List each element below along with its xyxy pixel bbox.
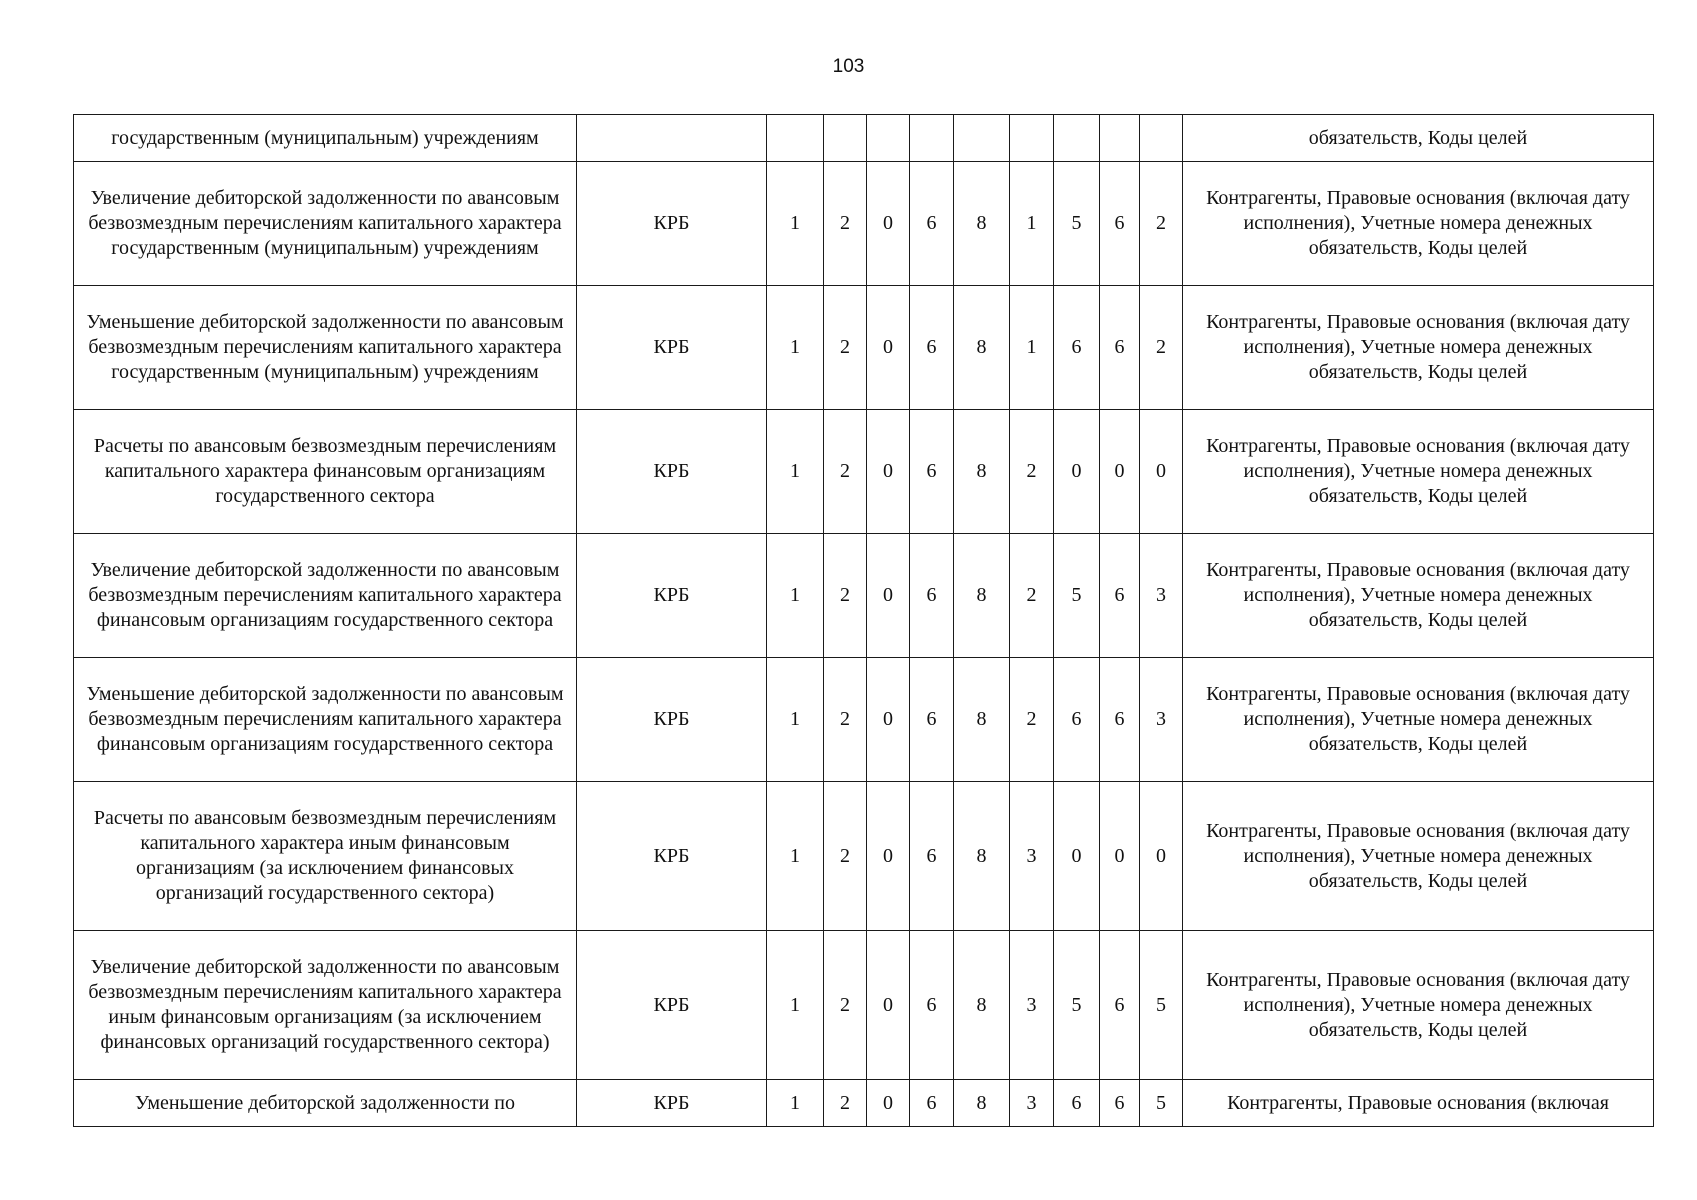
code-digit-cell: 2 bbox=[824, 931, 867, 1080]
code-digit-cell: 3 bbox=[1010, 931, 1054, 1080]
code-digit-cell: 2 bbox=[1010, 658, 1054, 782]
code-digit-cell: 6 bbox=[910, 534, 954, 658]
analytics-cell: Контрагенты, Правовые основания (включая дату исполнения), Учетные номера денежных обязательств, Коды целей bbox=[1183, 286, 1654, 410]
code-digit-cell: 6 bbox=[1100, 534, 1140, 658]
analytics-cell: Контрагенты, Правовые основания (включая дату исполнения), Учетные номера денежных обязательств, Коды целей bbox=[1183, 534, 1654, 658]
code-digit-cell: 0 bbox=[867, 931, 910, 1080]
code-digit-cell: 1 bbox=[767, 658, 824, 782]
code-digit-cell: 6 bbox=[1100, 658, 1140, 782]
code-digit-cell: 6 bbox=[1054, 286, 1100, 410]
code-digit-cell: 2 bbox=[824, 782, 867, 931]
account-name-cell: Уменьшение дебиторской задолженности по авансовым безвозмездным перечислениям капитального характера финансовым организациям государственного сектора bbox=[74, 658, 577, 782]
code-digit-cell: 3 bbox=[1010, 782, 1054, 931]
code-digit-cell: 5 bbox=[1054, 534, 1100, 658]
code-digit-cell bbox=[1054, 115, 1100, 162]
code-digit-cell: 8 bbox=[954, 162, 1010, 286]
code-digit-cell: 6 bbox=[910, 658, 954, 782]
code-digit-cell bbox=[1010, 115, 1054, 162]
code-digit-cell: 8 bbox=[954, 1080, 1010, 1127]
code-digit-cell: 0 bbox=[1140, 410, 1183, 534]
code-digit-cell: 1 bbox=[767, 931, 824, 1080]
code-digit-cell: 1 bbox=[1010, 162, 1054, 286]
table-row bbox=[74, 286, 1654, 410]
code-digit-cell: 3 bbox=[1140, 534, 1183, 658]
account-name-cell: Уменьшение дебиторской задолженности по bbox=[74, 1080, 577, 1127]
account-name-cell: Увеличение дебиторской задолженности по авансовым безвозмездным перечислениям капитального характера государственным (муниципальным) учреждениям bbox=[74, 162, 577, 286]
code-digit-cell: 0 bbox=[867, 534, 910, 658]
code-digit-cell: 2 bbox=[824, 1080, 867, 1127]
analytics-cell: обязательств, Коды целей bbox=[1183, 115, 1654, 162]
table-row bbox=[74, 782, 1654, 931]
code-digit-cell: 1 bbox=[767, 410, 824, 534]
code-digit-cell: 2 bbox=[1140, 162, 1183, 286]
code-digit-cell: 0 bbox=[867, 410, 910, 534]
code-digit-cell: 6 bbox=[910, 162, 954, 286]
code-digit-cell: 0 bbox=[1140, 782, 1183, 931]
budget-type-cell: КРБ bbox=[577, 782, 767, 931]
code-digit-cell: 0 bbox=[867, 1080, 910, 1127]
code-digit-cell: 0 bbox=[1100, 410, 1140, 534]
account-name-cell: Уменьшение дебиторской задолженности по авансовым безвозмездным перечислениям капитального характера государственным (муниципальным) учреждениям bbox=[74, 286, 577, 410]
code-digit-cell: 6 bbox=[1054, 1080, 1100, 1127]
account-name-cell: Увеличение дебиторской задолженности по авансовым безвозмездным перечислениям капитального характера финансовым организациям государственного сектора bbox=[74, 534, 577, 658]
code-digit-cell: 1 bbox=[767, 534, 824, 658]
code-digit-cell: 6 bbox=[1100, 931, 1140, 1080]
budget-type-cell: КРБ bbox=[577, 931, 767, 1080]
page-number: 103 bbox=[832, 56, 865, 77]
code-digit-cell: 5 bbox=[1140, 1080, 1183, 1127]
code-digit-cell: 0 bbox=[867, 658, 910, 782]
account-name-cell: государственным (муниципальным) учреждениям bbox=[74, 115, 577, 162]
code-digit-cell: 5 bbox=[1054, 931, 1100, 1080]
budget-type-cell: КРБ bbox=[577, 534, 767, 658]
code-digit-cell: 6 bbox=[910, 931, 954, 1080]
analytics-cell: Контрагенты, Правовые основания (включая дату исполнения), Учетные номера денежных обязательств, Коды целей bbox=[1183, 782, 1654, 931]
code-digit-cell bbox=[954, 115, 1010, 162]
accounts-table bbox=[73, 114, 1654, 1127]
code-digit-cell bbox=[1100, 115, 1140, 162]
budget-type-cell: КРБ bbox=[577, 658, 767, 782]
code-digit-cell: 2 bbox=[824, 162, 867, 286]
code-digit-cell: 6 bbox=[1054, 658, 1100, 782]
table-row bbox=[74, 115, 1654, 162]
budget-type-cell: КРБ bbox=[577, 410, 767, 534]
code-digit-cell: 2 bbox=[824, 410, 867, 534]
code-digit-cell: 0 bbox=[1054, 782, 1100, 931]
analytics-cell: Контрагенты, Правовые основания (включая дату исполнения), Учетные номера денежных обязательств, Коды целей bbox=[1183, 931, 1654, 1080]
code-digit-cell: 0 bbox=[867, 286, 910, 410]
budget-type-cell: КРБ bbox=[577, 1080, 767, 1127]
code-digit-cell: 1 bbox=[767, 782, 824, 931]
table-row bbox=[74, 410, 1654, 534]
code-digit-cell bbox=[1140, 115, 1183, 162]
code-digit-cell: 6 bbox=[910, 1080, 954, 1127]
code-digit-cell: 0 bbox=[867, 782, 910, 931]
account-name-cell: Расчеты по авансовым безвозмездным перечислениям капитального характера иным финансовым организациям (за исключением финансовых организаций государственного сектора) bbox=[74, 782, 577, 931]
code-digit-cell: 2 bbox=[1010, 410, 1054, 534]
code-digit-cell bbox=[910, 115, 954, 162]
analytics-cell: Контрагенты, Правовые основания (включая дату исполнения), Учетные номера денежных обязательств, Коды целей bbox=[1183, 410, 1654, 534]
code-digit-cell: 0 bbox=[1100, 782, 1140, 931]
table-row bbox=[74, 1080, 1654, 1127]
table-row bbox=[74, 931, 1654, 1080]
code-digit-cell bbox=[767, 115, 824, 162]
code-digit-cell: 6 bbox=[910, 782, 954, 931]
account-name-cell: Расчеты по авансовым безвозмездным перечислениям капитального характера финансовым организациям государственного сектора bbox=[74, 410, 577, 534]
analytics-cell: Контрагенты, Правовые основания (включая дату исполнения), Учетные номера денежных обязательств, Коды целей bbox=[1183, 162, 1654, 286]
table-row bbox=[74, 658, 1654, 782]
code-digit-cell: 5 bbox=[1054, 162, 1100, 286]
code-digit-cell: 6 bbox=[1100, 162, 1140, 286]
code-digit-cell: 0 bbox=[1054, 410, 1100, 534]
code-digit-cell: 8 bbox=[954, 658, 1010, 782]
code-digit-cell: 8 bbox=[954, 534, 1010, 658]
budget-type-cell: КРБ bbox=[577, 286, 767, 410]
table-row bbox=[74, 534, 1654, 658]
code-digit-cell: 3 bbox=[1010, 1080, 1054, 1127]
code-digit-cell bbox=[867, 115, 910, 162]
code-digit-cell: 2 bbox=[824, 534, 867, 658]
code-digit-cell: 6 bbox=[910, 286, 954, 410]
code-digit-cell: 3 bbox=[1140, 658, 1183, 782]
code-digit-cell: 0 bbox=[867, 162, 910, 286]
code-digit-cell: 8 bbox=[954, 286, 1010, 410]
code-digit-cell: 2 bbox=[824, 286, 867, 410]
code-digit-cell: 1 bbox=[767, 1080, 824, 1127]
budget-type-cell: КРБ bbox=[577, 162, 767, 286]
code-digit-cell: 1 bbox=[767, 286, 824, 410]
code-digit-cell: 6 bbox=[1100, 1080, 1140, 1127]
code-digit-cell: 2 bbox=[1010, 534, 1054, 658]
budget-type-cell bbox=[577, 115, 767, 162]
code-digit-cell: 2 bbox=[824, 658, 867, 782]
code-digit-cell: 1 bbox=[767, 162, 824, 286]
code-digit-cell: 1 bbox=[1010, 286, 1054, 410]
code-digit-cell bbox=[824, 115, 867, 162]
table-row bbox=[74, 162, 1654, 286]
analytics-cell: Контрагенты, Правовые основания (включая дату исполнения), Учетные номера денежных обязательств, Коды целей bbox=[1183, 658, 1654, 782]
code-digit-cell: 8 bbox=[954, 782, 1010, 931]
code-digit-cell: 8 bbox=[954, 410, 1010, 534]
code-digit-cell: 5 bbox=[1140, 931, 1183, 1080]
analytics-cell: Контрагенты, Правовые основания (включая bbox=[1183, 1080, 1654, 1127]
code-digit-cell: 8 bbox=[954, 931, 1010, 1080]
code-digit-cell: 6 bbox=[910, 410, 954, 534]
code-digit-cell: 6 bbox=[1100, 286, 1140, 410]
code-digit-cell: 2 bbox=[1140, 286, 1183, 410]
account-name-cell: Увеличение дебиторской задолженности по авансовым безвозмездным перечислениям капитального характера иным финансовым организациям (за исключением финансовых организаций государственного сектора) bbox=[74, 931, 577, 1080]
